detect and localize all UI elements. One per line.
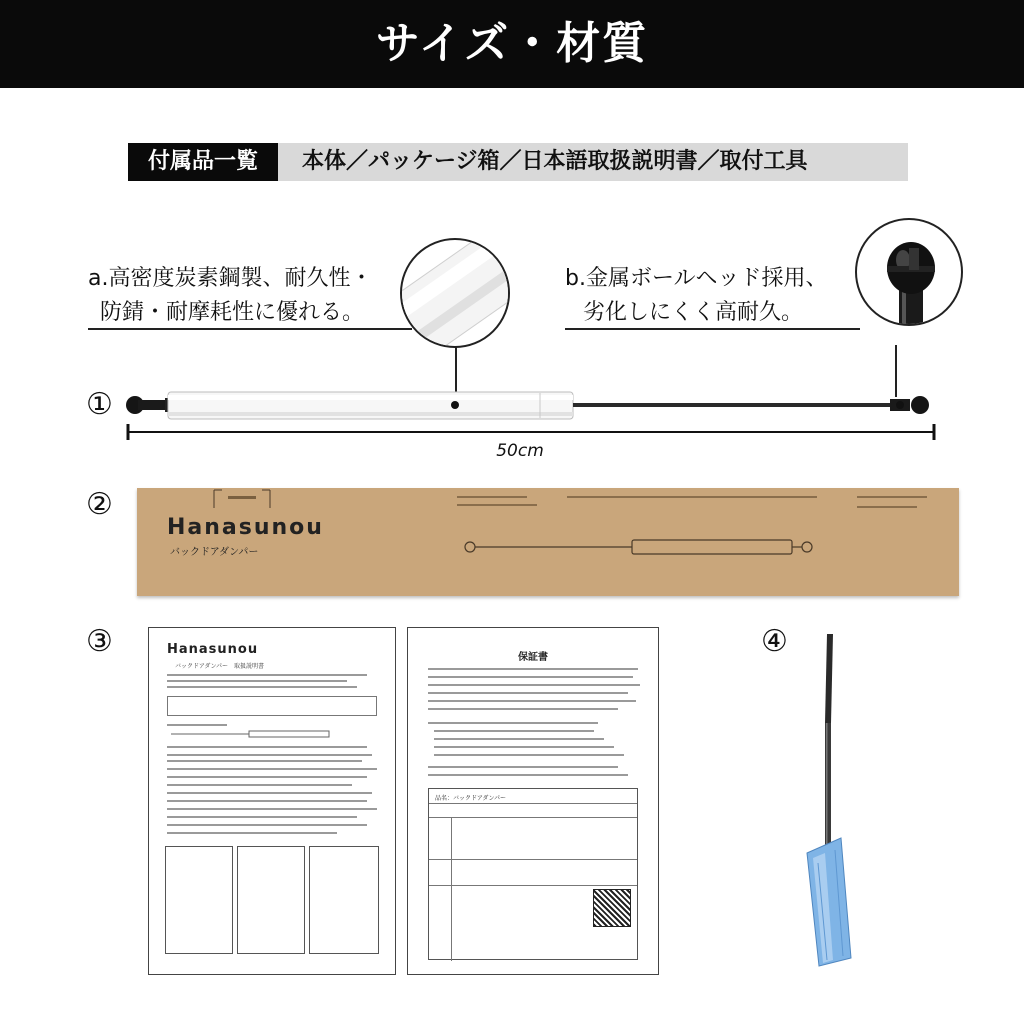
screwdriver-image (785, 628, 865, 973)
dimension-arrow (125, 422, 937, 442)
feature-b-line1: b.金属ボールヘッド採用、 (565, 266, 828, 291)
warranty-text-line (428, 676, 633, 678)
manual-text-line (167, 724, 227, 726)
warranty-text-line (428, 684, 640, 686)
manual-text-line (167, 686, 357, 688)
qr-code (593, 889, 631, 927)
item4-number: ④ (761, 624, 788, 659)
page-title: サイズ・材質 (375, 18, 649, 69)
dimension-label: 50cm (496, 441, 544, 461)
item3-number: ③ (86, 624, 113, 659)
feature-b-text (565, 262, 828, 330)
warranty-text-line (434, 754, 624, 756)
warranty-document (407, 627, 659, 975)
warranty-product-field: 品名：バックドアダンパー (435, 795, 507, 802)
manual-document (148, 627, 396, 975)
manual-text-line (167, 792, 372, 794)
ball-head-icon (857, 220, 963, 326)
white-tube-detail-icon (402, 240, 510, 348)
feature-b-zoom-circle (855, 218, 963, 326)
manual-step-3 (309, 846, 379, 954)
manual-text-line (167, 824, 367, 826)
warranty-text-line (428, 708, 618, 710)
warranty-title: 保証書 (518, 652, 548, 663)
feature-a-zoom-circle (400, 238, 510, 348)
warranty-text-line (434, 730, 594, 732)
manual-text-line (167, 754, 372, 756)
manual-text-line (167, 832, 337, 834)
feature-a-line1: a.高密度炭素鋼製、耐久性・ (88, 266, 373, 291)
manual-text-line (167, 746, 367, 748)
box-product-name: バックドアダンパー (170, 547, 259, 558)
box-strut-illustration (462, 533, 822, 561)
box-spec-line-1 (457, 496, 527, 498)
box-bracket-mark (212, 488, 272, 510)
manual-subtitle: バックドアダンパー 取扱説明書 (175, 663, 265, 670)
manual-strut-diagram (169, 728, 339, 740)
box-spec-line-2 (457, 504, 537, 506)
warranty-form (428, 788, 638, 960)
manual-text-line (167, 800, 367, 802)
feature-a-line2: 防錆・耐摩耗性に優れる。 (100, 300, 365, 325)
manual-text-line (167, 808, 377, 810)
manual-brand: Hanasunou (167, 642, 259, 657)
warranty-text-line (428, 668, 638, 670)
feature-b-underline (565, 328, 860, 330)
manual-step-2 (237, 846, 305, 954)
warranty-text-line (428, 700, 636, 702)
feature-a-underline (88, 328, 412, 330)
warranty-text-line (428, 766, 618, 768)
box-brand: Hanasunou (167, 515, 324, 540)
warranty-text-line (428, 722, 598, 724)
manual-text-line (167, 816, 357, 818)
manual-text-line (167, 680, 347, 682)
warranty-text-line (428, 692, 628, 694)
box-spec-line-5 (857, 506, 917, 508)
accessories-label: 付属品一覧 (128, 143, 278, 181)
item1-number: ① (86, 387, 113, 422)
box-spec-line-4 (857, 496, 927, 498)
manual-text-line (167, 674, 367, 676)
header-bar (0, 0, 1024, 88)
manual-step-1 (165, 846, 233, 954)
gas-strut-image (120, 385, 940, 425)
manual-text-line (167, 784, 352, 786)
warranty-text-line (434, 746, 614, 748)
manual-text-line (167, 760, 362, 762)
box-spec-line-3 (567, 496, 817, 498)
manual-text-line (167, 776, 367, 778)
feature-a-text (88, 262, 372, 330)
package-box (137, 488, 959, 596)
accessories-value: 本体／パッケージ箱／日本語取扱説明書／取付工具 (278, 143, 908, 181)
feature-b-line2: 劣化しにくく高耐久。 (583, 300, 804, 325)
warranty-text-line (428, 774, 628, 776)
manual-text-line (167, 768, 377, 770)
warranty-text-line (434, 738, 604, 740)
item2-number: ② (86, 487, 113, 522)
manual-parts-table (167, 696, 377, 716)
